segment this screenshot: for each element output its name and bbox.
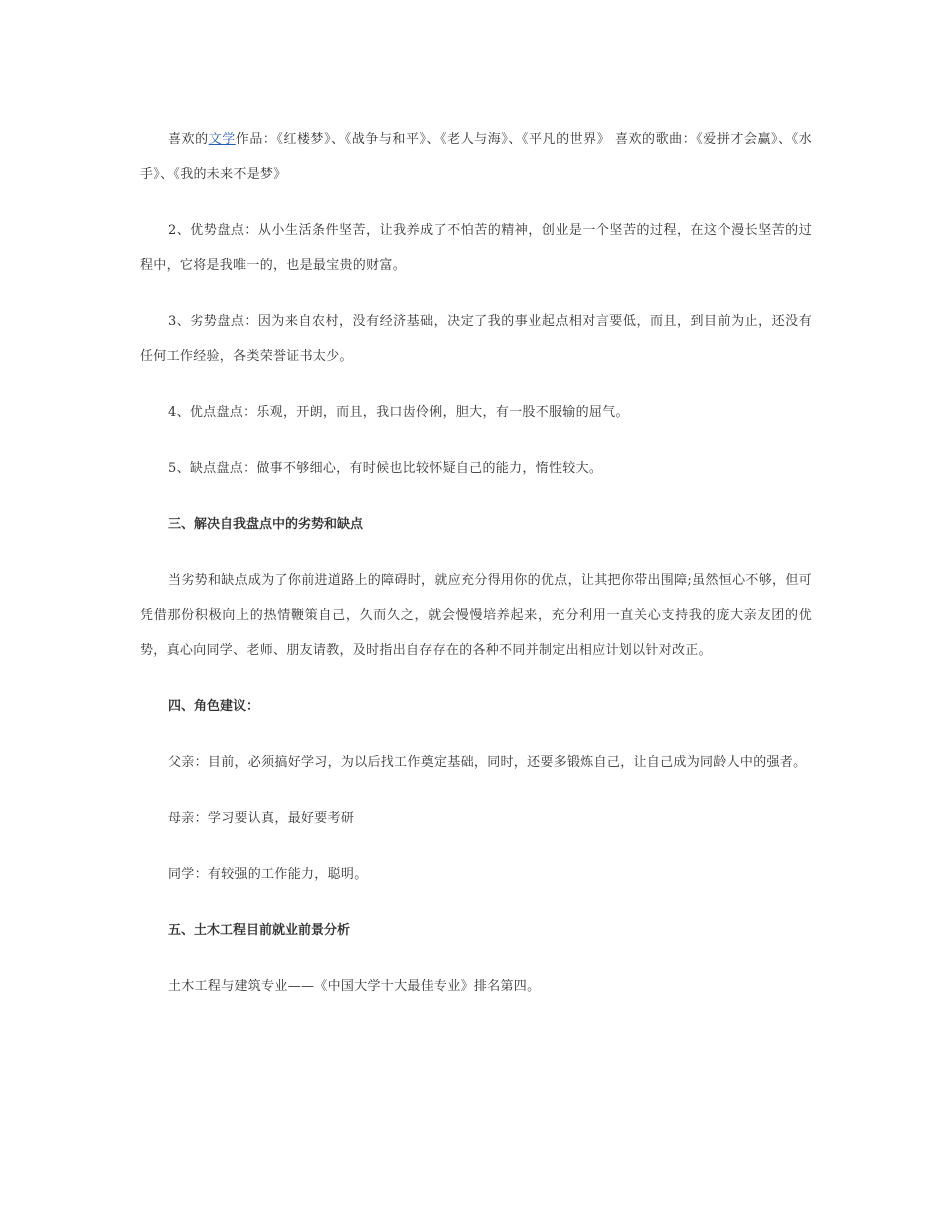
weaknesses-paragraph: 3、劣势盘点：因为来自农村，没有经济基础，决定了我的事业起点相对言要低，而且，到目前为止，还没有任何工作经验，各类荣誉证书太少。 [140,314,812,364]
section3-heading: 三、解决自我盘点中的劣势和缺点 [168,517,364,532]
mother-advice: 母亲：学习要认真，最好要考研 [168,811,355,826]
classmate-advice: 同学：有较强的工作能力，聪明。 [168,867,368,882]
literature-link[interactable]: 文学 [208,132,236,147]
document-page [140,122,812,1025]
intro-text-after-link: 作品：《红楼梦》、《战争与和平》、《老人与海》、《平凡的世界》 喜欢的歌曲：《爱拼才会赢》、《水手》、《我的未来不是梦》 [140,132,812,182]
father-advice: 父亲：目前，必须搞好学习，为以后找工作奠定基础，同时，还要多锻炼自己，让自己成为同龄人中的强者。 [168,755,807,770]
intro-paragraph [140,122,812,192]
section5-body: 土木工程与建筑专业——《中国大学十大最佳专业》排名第四。 [168,979,541,994]
section5-heading: 五、土木工程目前就业前景分析 [168,923,351,938]
merits-paragraph: 4、优点盘点：乐观，开朗，而且，我口齿伶俐，胆大，有一股不服输的屈气。 [168,405,629,420]
section3-body: 当劣势和缺点成为了你前进道路上的障碍时，就应充分得用你的优点，让其把你带出围障;虽然恒心不够，但可凭借那份积极向上的热情鞭策自己，久而久之，就会慢慢培养起来，充分利用一直关心支持我的庞大亲友团的优势，真心向同学、老师、朋友请教，及时指出自存存在的各种不同并制定出相应计划以针对改正。 [140,573,812,658]
shortcomings-paragraph: 5、缺点盘点：做事不够细心，有时候也比较怀疑自己的能力，惰性较大。 [168,461,603,476]
section4-heading: 四、角色建议： [168,699,260,714]
intro-text-before-link: 喜欢的 [168,132,209,147]
strengths-paragraph: 2、优势盘点：从小生活条件坚苦，让我养成了不怕苦的精神，创业是一个坚苦的过程，在这个漫长坚苦的过程中，它将是我唯一的，也是最宝贵的财富。 [140,223,812,273]
